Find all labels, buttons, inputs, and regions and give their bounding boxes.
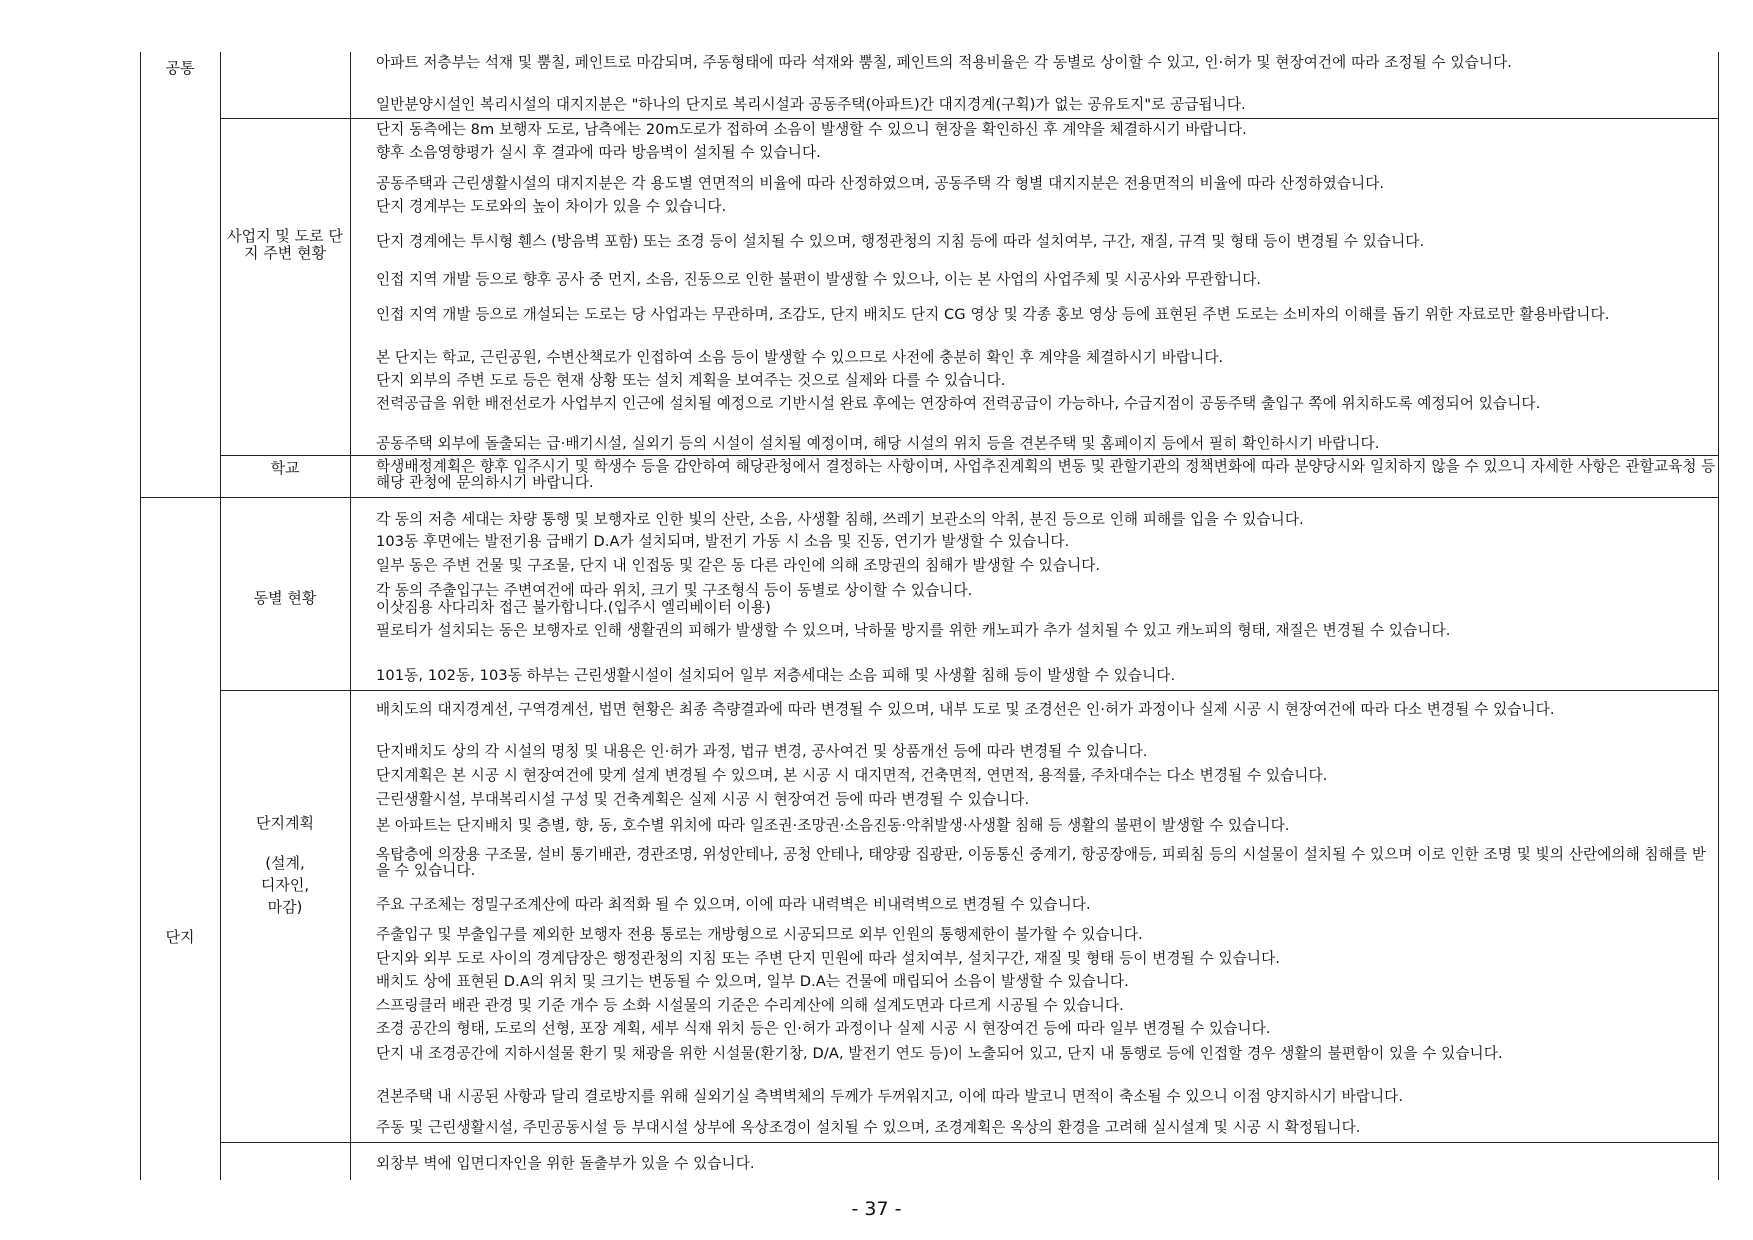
list-item: 스프링클러 배관 관경 및 기준 개수 등 소화 시설물의 기준은 수리계산에 의해 설계도면과 다르게 시공될 수 있습니다. bbox=[376, 997, 1124, 1014]
list-item: 향후 소음영향평가 실시 후 결과에 따라 방음벽이 설치될 수 있습니다. bbox=[376, 144, 821, 161]
label-column-divider bbox=[350, 52, 351, 1180]
subsection-label-school: 학교 bbox=[270, 459, 300, 477]
list-item: 단지 경계에는 투시형 휀스 (방음벽 포함) 또는 조경 등이 설치될 수 있으며, 행정관청의 지침 등에 따라 설치여부, 구간, 재질, 규격 및 형태 등이 변경될 수 있습니다. bbox=[376, 233, 1425, 250]
row-divider bbox=[220, 1142, 1718, 1143]
list-item: 각 동의 저층 세대는 차량 통행 및 보행자로 인한 빛의 산란, 소음, 사생활 침해, 쓰레기 보관소의 악취, 분진 등으로 인해 피해를 입을 수 있습니다. bbox=[376, 511, 1304, 528]
row-divider bbox=[220, 455, 1718, 456]
row-divider bbox=[220, 118, 1718, 119]
list-item: 일반분양시설인 복리시설의 대지지분은 "하나의 단지로 복리시설과 공동주택(아파트)간 대지경계(구획)가 없는 공유토지"로 공급됩니다. bbox=[376, 96, 1246, 113]
list-item: 주출입구 및 부출입구를 제외한 보행자 전용 통로는 개방형으로 시공되므로 외부 인원의 통행제한이 불가할 수 있습니다. bbox=[376, 926, 1143, 943]
list-item: 아파트 저층부는 석재 및 뿜칠, 페인트로 마감되며, 주동형태에 따라 석재와 뿜칠, 페인트의 적용비율은 각 동별로 상이할 수 있고, 인·허가 및 현장여건에 따라 조정될 수 있습니다. bbox=[376, 54, 1513, 71]
list-item: 단지 외부의 주변 도로 등은 현재 상황 또는 설치 계획을 보여주는 것으로 실제와 다를 수 있습니다. bbox=[376, 372, 1006, 389]
list-item: 일부 동은 주변 건물 및 구조물, 단지 내 인접동 및 같은 동 다른 라인에 의해 조망권의 침해가 발생할 수 있습니다. bbox=[376, 557, 1101, 574]
subsection-label-building-status: 동별 현황 bbox=[253, 589, 317, 607]
list-item: 주동 및 근린생활시설, 주민공동시설 등 부대시설 상부에 옥상조경이 설치될 수 있으며, 조경계획은 옥상의 환경을 고려해 실시설계 및 시공 시 확정됩니다. bbox=[376, 1119, 1361, 1136]
list-item: 견본주택 내 시공된 사항과 달리 결로방지를 위해 실외기실 측벽벽체의 두께가 두꺼워지고, 이에 따라 발코니 면적이 축소될 수 있으니 이점 양지하시기 바랍니다. bbox=[376, 1088, 1404, 1105]
list-item: 주요 구조체는 정밀구조계산에 따라 최적화 될 수 있으며, 이에 따라 내력벽은 비내력벽으로 변경될 수 있습니다. bbox=[376, 896, 1091, 913]
list-item: 103동 후면에는 발전기용 급배기 D.A가 설치되며, 발전기 가동 시 소음 및 진동, 연기가 발생할 수 있습니다. bbox=[376, 533, 1070, 550]
subsection-label-sub: 디자인, bbox=[260, 876, 310, 894]
list-item: 단지 내 조경공간에 지하시설물 환기 및 채광을 위한 시설물(환기창, D/A, 발전기 연도 등)이 노출되어 있고, 단지 내 통행로 등에 인접할 경우 생활의 불편함이 있을 수 있습니다. bbox=[376, 1045, 1503, 1062]
list-item: 단지 동측에는 8m 보행자 도로, 남측에는 20m도로가 접하여 소음이 발생할 수 있으니 현장을 확인하신 후 계약을 체결하시기 바랍니다. bbox=[376, 121, 1247, 138]
list-item: 옥탑층에 의장용 구조물, 설비 통기배관, 경관조명, 위성안테나, 공청 안테나, 태양광 집광판, 이동통신 중계기, 항공장애등, 피뢰침 등의 시설물이 설치될 수 있으며 이로 인한 조명 및 빛의 산란에의해 침해를 받을 수 있습니다. bbox=[376, 846, 1707, 879]
list-item: 본 아파트는 단지배치 및 층별, 향, 동, 호수별 위치에 따라 일조권·조망권·소음진동·악취발생·사생활 침해 등 생활의 불편이 발생할 수 있습니다. bbox=[376, 817, 1290, 834]
list-item: 조경 공간의 형태, 도로의 선형, 포장 계획, 세부 식재 위치 등은 인·허가 과정이나 실제 시공 시 현장여건 등에 따라 일부 변경될 수 있습니다. bbox=[376, 1020, 1271, 1037]
list-item: 인접 지역 개발 등으로 개설되는 도로는 당 사업과는 무관하며, 조감도, 단지 배치도 단지 CG 영상 및 각종 홍보 영상 등에 표현된 주변 도로는 소비자의 이해를 돕기 위한 자료로만 활용바랍니다. bbox=[376, 306, 1610, 323]
list-item: 배치도의 대지경계선, 구역경계선, 법면 현황은 최종 측량결과에 따라 변경될 수 있으며, 내부 도로 및 조경선은 인·허가 과정이나 실제 시공 시 현장여건에 따라 다소 변경될 수 있습니다. bbox=[376, 701, 1555, 718]
section-divider bbox=[140, 497, 1718, 498]
list-item: 단지계획은 본 시공 시 현장여건에 맞게 설계 변경될 수 있으며, 본 시공 시 대지면적, 건축면적, 연면적, 용적률, 주차대수는 다소 변경될 수 있습니다. bbox=[376, 767, 1328, 784]
list-item: 필로티가 설치되는 동은 보행자로 인해 생활권의 피해가 발생할 수 있으며, 낙하물 방지를 위한 캐노피가 추가 설치될 수 있고 캐노피의 형태, 재질은 변경될 수 있습니다. bbox=[376, 622, 1451, 639]
list-item: 단지배치도 상의 각 시설의 명칭 및 내용은 인·허가 과정, 법규 변경, 공사여건 및 상품개선 등에 따라 변경될 수 있습니다. bbox=[376, 743, 1148, 760]
subsection-label-site-surroundings bbox=[226, 228, 344, 262]
list-item: 외창부 벽에 입면디자인을 위한 돌출부가 있을 수 있습니다. bbox=[376, 1155, 755, 1172]
list-item: 본 단지는 학교, 근린공원, 수변산책로가 인접하여 소음 등이 발생할 수 있으므로 사전에 충분히 확인 후 계약을 체결하시기 바랍니다. bbox=[376, 349, 1224, 366]
list-item: 단지와 외부 도로 사이의 경계담장은 행정관청의 지침 또는 주변 단지 민원에 따라 설치여부, 설치구간, 재질 및 형태 등이 변경될 수 있습니다. bbox=[376, 950, 1281, 967]
subsection-label-complex-plan bbox=[226, 812, 344, 918]
list-item: 배치도 상에 표현된 D.A의 위치 및 크기는 변동될 수 있으며, 일부 D.A는 건물에 매립되어 소음이 발생할 수 있습니다. bbox=[376, 973, 1129, 990]
row-divider bbox=[220, 690, 1718, 691]
list-item: 101동, 102동, 103동 하부는 근린생활시설이 설치되어 일부 저층세대는 소음 피해 및 사생활 침해 등이 발생할 수 있습니다. bbox=[376, 667, 1176, 684]
subsection-label-sub: (설계, bbox=[265, 854, 305, 872]
list-item: 공동주택 외부에 돌출되는 급·배기시설, 실외기 등의 시설이 설치될 예정이며, 해당 시설의 위치 등을 견본주택 및 홈페이지 등에서 필히 확인하시기 바랍니다. bbox=[376, 435, 1380, 452]
list-item: 근린생활시설, 부대복리시설 구성 및 건축계획은 실제 시공 시 현장여건 등에 따라 변경될 수 있습니다. bbox=[376, 791, 1030, 808]
subsection-label-sub: 마감) bbox=[267, 898, 303, 916]
list-item: 인접 지역 개발 등으로 향후 공사 중 먼지, 소음, 진동으로 인한 불편이 발생할 수 있으나, 이는 본 사업의 사업주체 및 시공사와 무관합니다. bbox=[376, 271, 1262, 288]
list-item: 공동주택과 근린생활시설의 대지지분은 각 용도별 연면적의 비율에 따라 산정하였으며, 공동주택 각 형별 대지지분은 전용면적의 비율에 따라 산정하였습니다. bbox=[376, 175, 1385, 192]
list-item: 이삿짐용 사다리차 접근 불가합니다.(입주시 엘리베이터 이용) bbox=[376, 599, 771, 616]
list-item: 각 동의 주출입구는 주변여건에 따라 위치, 크기 및 구조형식 등이 동별로 상이할 수 있습니다. bbox=[376, 582, 973, 599]
table-right-border bbox=[1718, 52, 1719, 1180]
page-number: - 37 - bbox=[851, 1198, 902, 1220]
subsection-label-text: 사업지 및 도로 단지 주변 현황 bbox=[227, 227, 343, 262]
subsection-label-main: 단지계획 bbox=[256, 814, 314, 832]
list-item: 전력공급을 위한 배전선로가 사업부지 인근에 설치될 예정으로 기반시설 완료 후에는 연장하여 전력공급이 가능하나, 수급지점이 공동주택 출입구 쪽에 위치하도록 예정되어 있습니다. bbox=[376, 395, 1541, 412]
category-label-common: 공통 bbox=[165, 59, 195, 77]
table-left-border bbox=[140, 52, 141, 1180]
category-column-divider bbox=[220, 52, 221, 1180]
category-label-complex: 단지 bbox=[165, 928, 195, 946]
list-item: 단지 경계부는 도로와의 높이 차이가 있을 수 있습니다. bbox=[376, 198, 727, 215]
list-item: 학생배정계획은 향후 입주시기 및 학생수 등을 감안하여 해당관청에서 결정하는 사항이며, 사업추진계획의 변동 및 관할기관의 정책변화에 따라 분양당시와 일치하지 않을 수 있으니 자세한 사항은 관할교육청 등 해당 관청에 문의하시기 바랍니다. bbox=[376, 458, 1716, 491]
